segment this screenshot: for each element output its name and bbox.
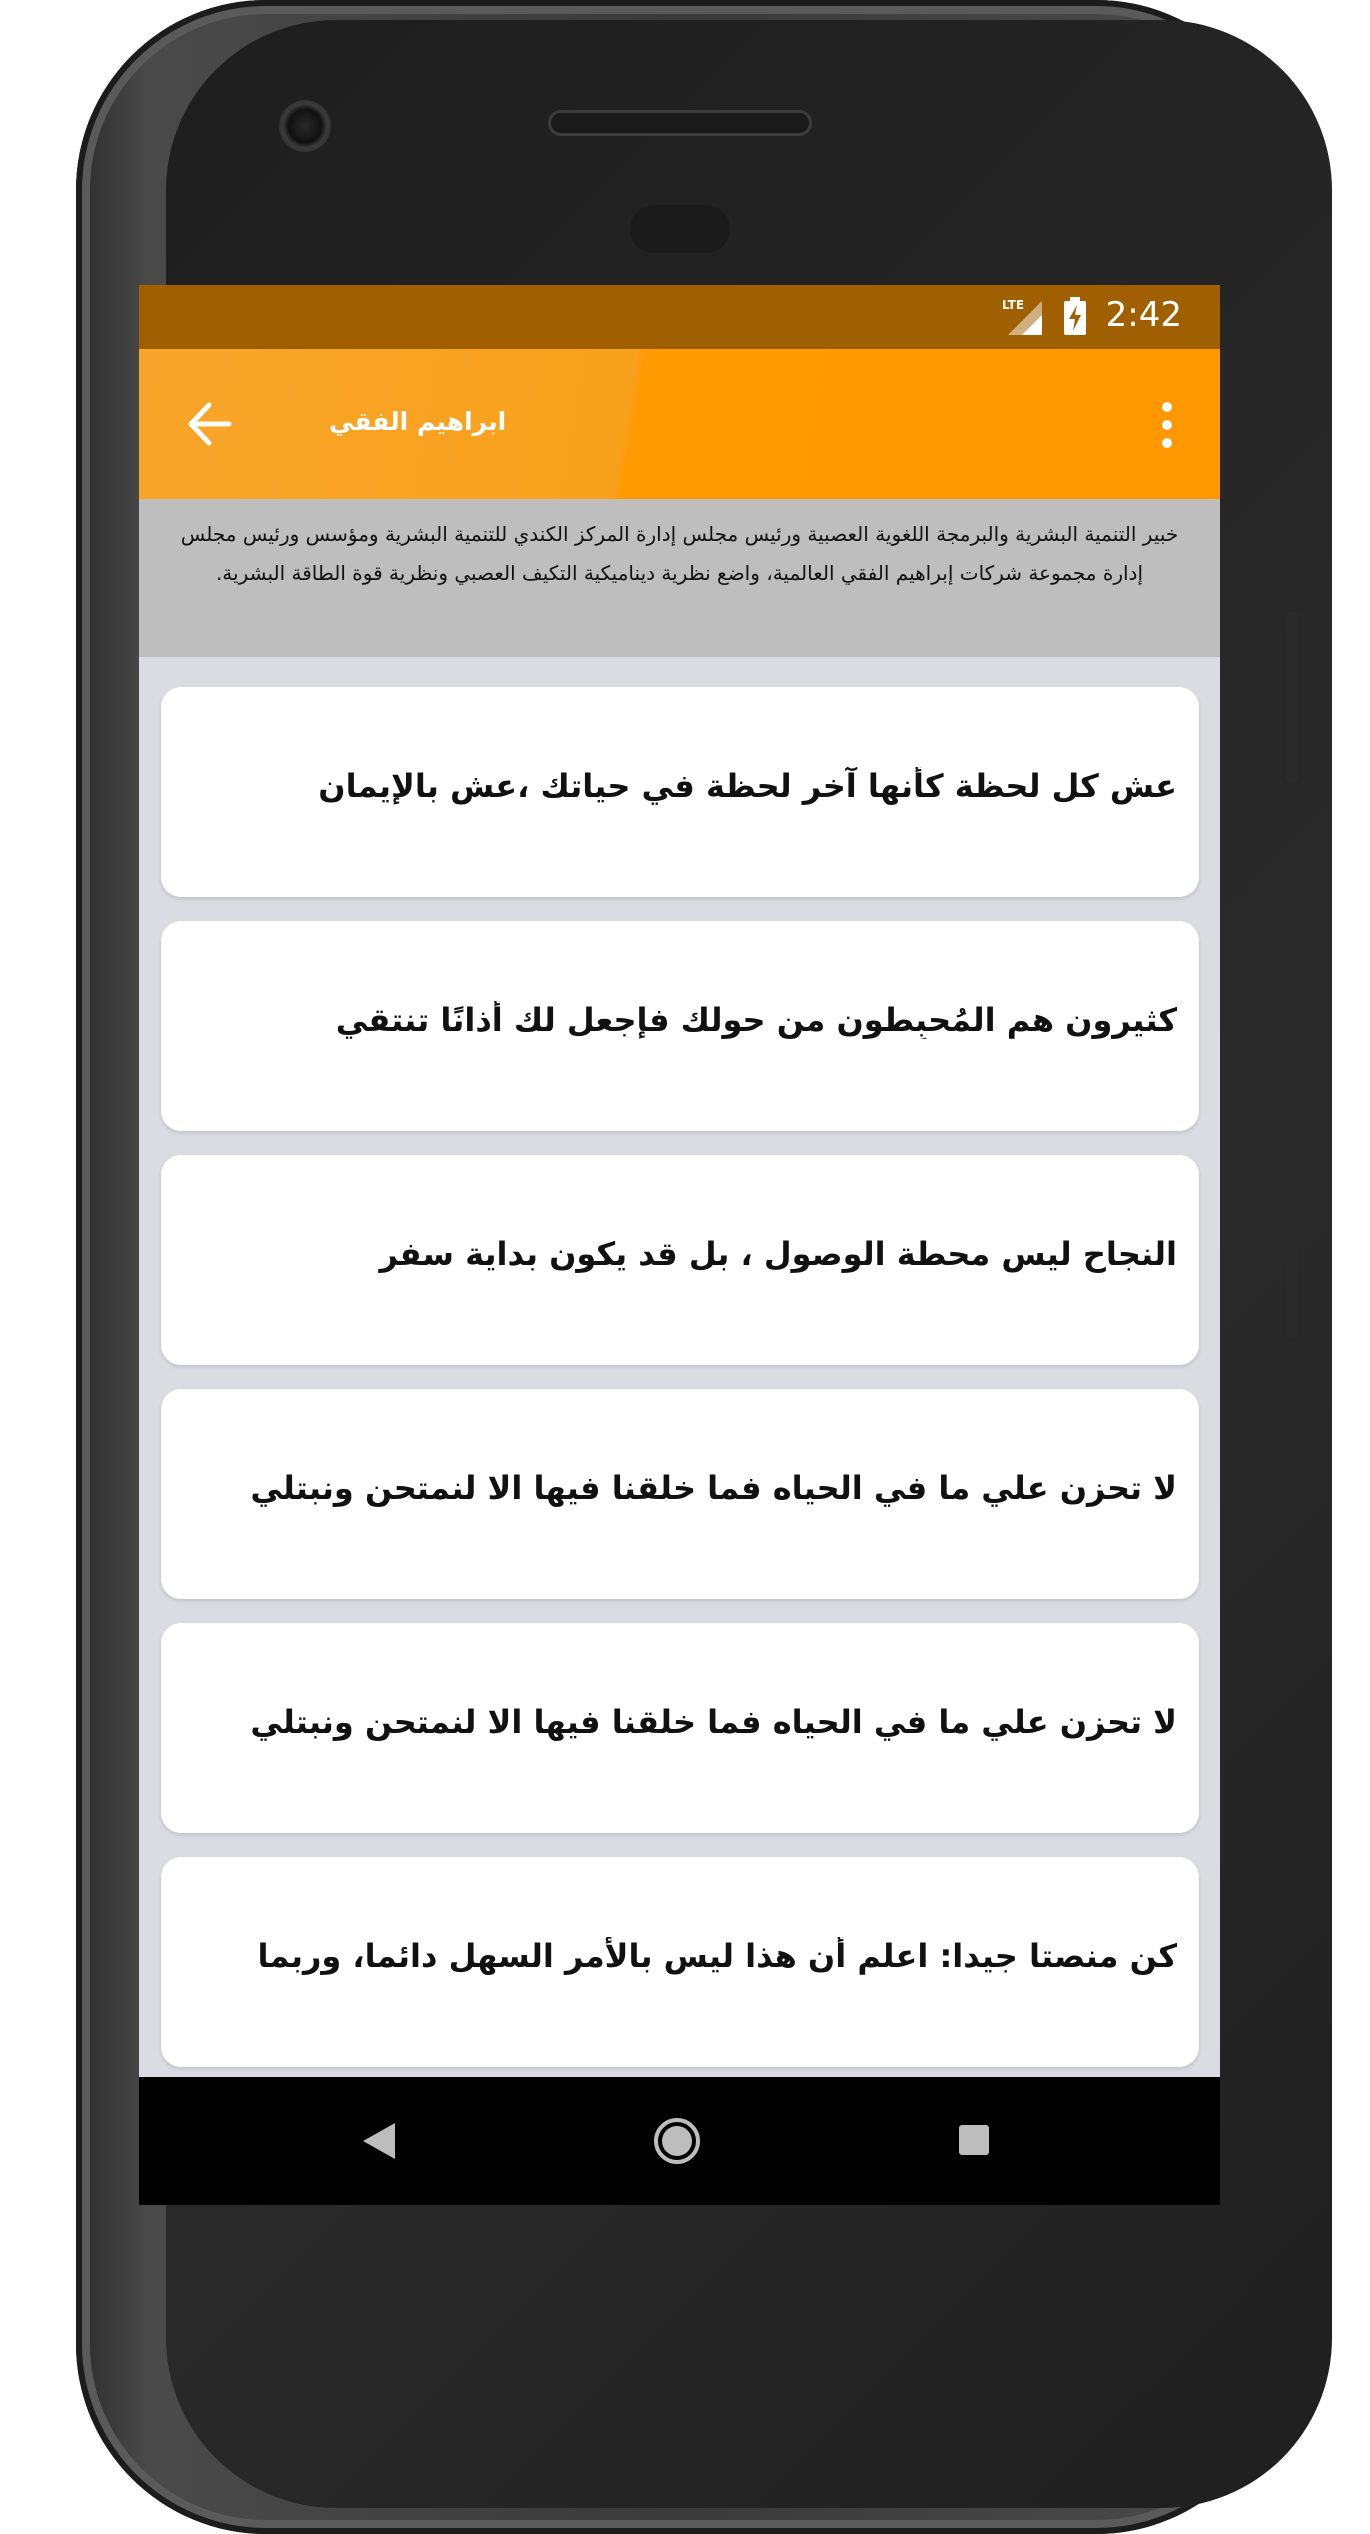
power-button	[1286, 612, 1298, 782]
navigation-bar	[139, 2077, 1220, 2205]
status-bar	[139, 285, 1220, 349]
nav-recent-icon[interactable]	[957, 2123, 991, 2157]
quotes-list	[161, 687, 1199, 2091]
nav-back-icon[interactable]	[361, 2121, 397, 2161]
more-vert-icon[interactable]	[1160, 401, 1174, 449]
quote-text: لا تحزن علي ما في الحياه فما خلقنا فيها الا لنمتحن ونبتلي	[250, 1703, 1177, 1741]
screen	[139, 285, 1220, 2205]
author-bio: خبير التنمية البشرية والبرمجة اللغوية العصبية ورئيس مجلس إدارة المركز الكندي للتنمية البشرية ومؤسس ورئيس مجلس إدارة مجموعة شركات إبراهيم الفقي العالمية، واضع نظرية ديناميكية التكيف العصبي ونظرية قوة الطاقة البشرية.	[139, 499, 1220, 657]
quote-text: لا تحزن علي ما في الحياه فما خلقنا فيها الا لنمتحن ونبتلي	[250, 1469, 1177, 1507]
proximity-sensor	[630, 205, 730, 253]
battery-charging-icon	[1064, 297, 1086, 335]
quote-card[interactable]	[161, 687, 1199, 897]
svg-text:LTE: LTE	[1002, 298, 1025, 312]
quote-card[interactable]	[161, 1623, 1199, 1833]
quote-text: عش كل لحظة كأنها آخر لحظة في حياتك ،عش بالإيمان	[318, 767, 1177, 805]
nav-home-icon[interactable]	[653, 2117, 701, 2165]
status-time: 2:42	[1105, 295, 1182, 335]
volume-button	[1286, 996, 1298, 1338]
quote-card[interactable]	[161, 921, 1199, 1131]
front-camera	[279, 100, 331, 152]
quote-card[interactable]	[161, 1155, 1199, 1365]
quote-card[interactable]	[161, 1389, 1199, 1599]
arrow-back-icon[interactable]	[185, 401, 233, 447]
quote-text: النجاح ليس محطة الوصول ، بل قد يكون بداية سفر	[379, 1235, 1177, 1273]
quote-text: كثيرون هم المُحبِطون من حولك فإجعل لك أذانًا تنتقي	[335, 1001, 1177, 1039]
app-bar	[139, 349, 1220, 499]
signal-icon	[1002, 297, 1042, 335]
earpiece-speaker	[548, 110, 812, 136]
quote-text: كن منصتا جيدا: اعلم أن هذا ليس بالأمر السهل دائما، وربما	[257, 1937, 1177, 1975]
quote-card[interactable]	[161, 1857, 1199, 2067]
page-title: ابراهيم الفقي	[329, 407, 507, 436]
